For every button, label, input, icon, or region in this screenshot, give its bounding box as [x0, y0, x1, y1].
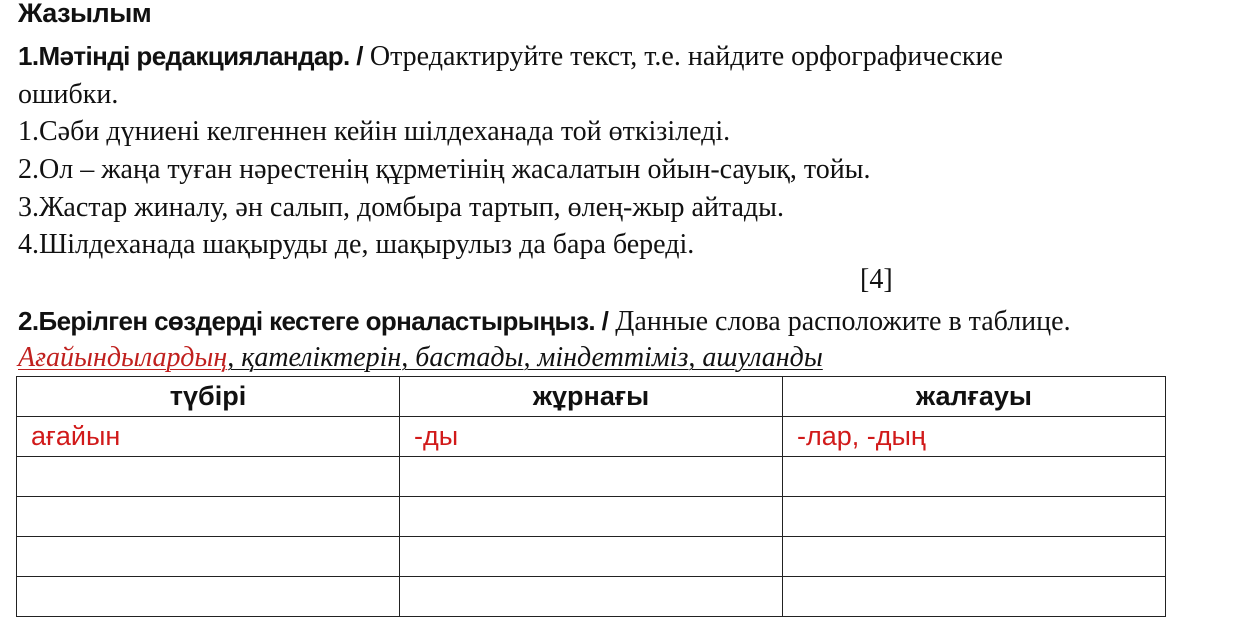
- task1-sentence-1: 1.Сәби дүниені келгеннен кейін шілдеханада той өткізіледі.: [18, 116, 731, 147]
- table-cell-ending[interactable]: -лар, -дың: [783, 417, 1166, 457]
- task2-title: [18, 302, 1071, 341]
- task2-title-kazakh: 2.Берілген сөздерді кестеге орналастырыңыз. /: [18, 306, 609, 336]
- task1-title-russian: Отредактируйте текст, т.е. найдите орфографические: [362, 41, 1003, 72]
- table-row: [17, 417, 1166, 457]
- task1-sentence-2: 2.Ол – жаңа туған нәрестенің құрметінің жасалатын ойын-сауық, тойы.: [18, 154, 871, 185]
- header-ending: жалғауы: [783, 377, 1166, 417]
- task2-remaining-words: , қателіктерін, бастады, міндеттіміз, ашуланды: [227, 342, 823, 373]
- task1-score: [4]: [860, 264, 893, 295]
- task2-word-list: [18, 340, 823, 376]
- table-row: [17, 537, 1166, 577]
- task1-sentence-3: 3.Жастар жиналу, ән салып, домбыра тартып, өлең-жыр айтады.: [18, 192, 784, 223]
- task1-title-kazakh: 1.Мәтінді редакцияландар. /: [18, 41, 363, 71]
- table-cell-suffix[interactable]: [400, 577, 783, 617]
- header-root: түбірі: [17, 377, 400, 417]
- section-heading: Жазылым: [18, 0, 152, 28]
- task1-sentence-4: 4.Шілдеханада шақыруды де, шақырулыз да бара береді.: [18, 229, 695, 260]
- table-cell-ending[interactable]: [783, 457, 1166, 497]
- worksheet-page: [18, 0, 1233, 634]
- morphology-table: [16, 376, 1166, 617]
- table-row: [17, 577, 1166, 617]
- table-cell-ending[interactable]: [783, 537, 1166, 577]
- table-header-row: [17, 377, 1166, 417]
- task2-highlighted-word: Ағайындылардың: [18, 342, 228, 373]
- table-cell-suffix[interactable]: [400, 457, 783, 497]
- table-cell-root[interactable]: [17, 537, 400, 577]
- table-cell-root[interactable]: ағайын: [17, 417, 400, 457]
- table-cell-suffix[interactable]: [400, 537, 783, 577]
- table-row: [17, 457, 1166, 497]
- header-suffix: жұрнағы: [400, 377, 783, 417]
- table-cell-root[interactable]: [17, 457, 400, 497]
- task1-title: [18, 37, 1003, 76]
- table-cell-root[interactable]: [17, 577, 400, 617]
- table-cell-ending[interactable]: [783, 577, 1166, 617]
- table-row: [17, 497, 1166, 537]
- task1-title-continuation: ошибки.: [18, 79, 119, 110]
- table-cell-ending[interactable]: [783, 497, 1166, 537]
- table-cell-suffix[interactable]: [400, 497, 783, 537]
- table-cell-suffix[interactable]: -ды: [400, 417, 783, 457]
- table-cell-root[interactable]: [17, 497, 400, 537]
- task2-title-russian: Данные слова расположите в таблице.: [608, 306, 1071, 337]
